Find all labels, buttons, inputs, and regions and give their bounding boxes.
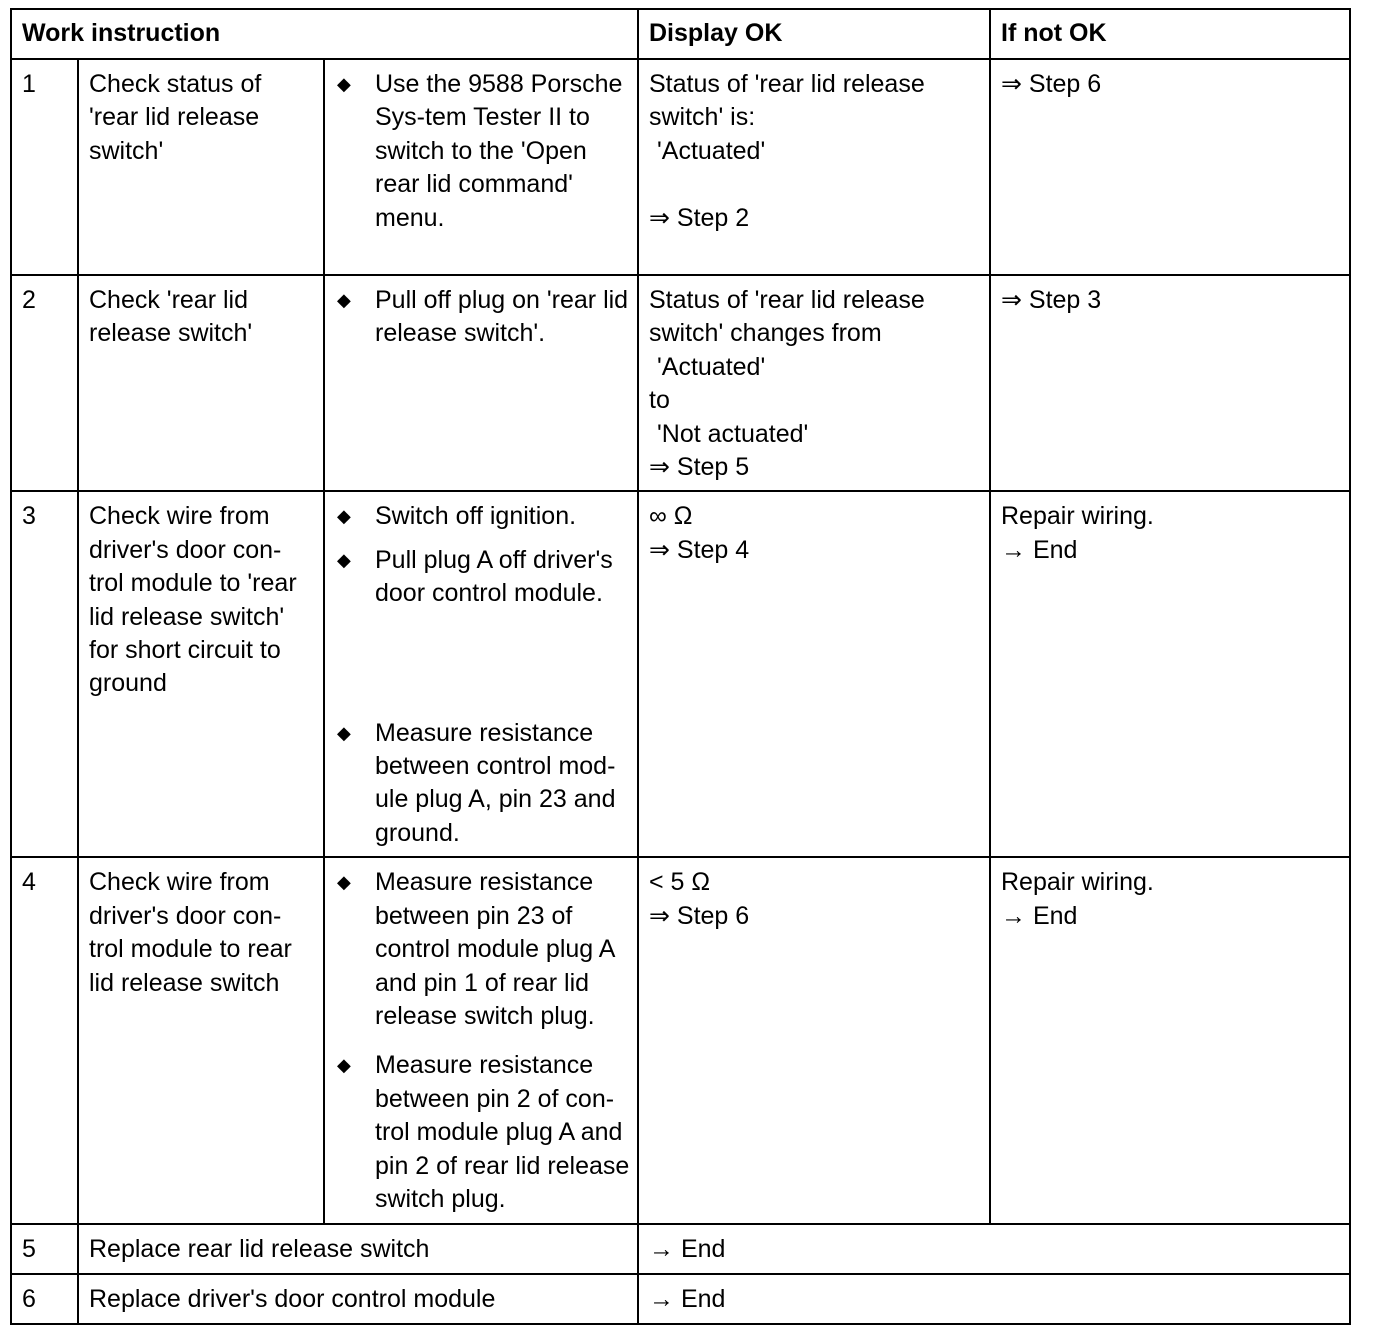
instruction-list [324,275,638,491]
not-ok-line: Repair wiring. [1001,502,1154,531]
display-line: Status of 'rear lid release [649,70,925,98]
step-number: 4 [11,857,78,1224]
action-cell: Replace rear lid release switch [78,1224,638,1274]
display-ok-cell [638,857,990,1224]
diamond-bullet-icon: ◆ [337,506,351,527]
instruction-item [337,1049,631,1216]
display-line: Status of 'rear lid release [649,286,925,314]
diamond-bullet-icon: ◆ [337,290,351,310]
instruction-list [324,491,638,857]
table-row [11,1224,1350,1274]
step-number: 3 [11,491,78,857]
step-number: 6 [11,1274,78,1324]
instruction-text: Measure resistance between pin 2 of con-trol module plug A and pin 2 of rear lid release switch plug. [375,1051,630,1214]
display-line: ∞ Ω [649,502,693,531]
display-line: ⇒ Step 2 [649,203,750,232]
action-cell: Replace driver's door control module [78,1274,638,1324]
display-line: ⇒ Step 6 [649,901,750,930]
display-line [649,168,979,201]
display-line: switch' is: [649,103,756,132]
table-row [11,1274,1350,1324]
instruction-text: Switch off ignition. [375,502,577,531]
display-ok-cell [638,59,990,275]
not-ok-line: ⇒ Step 6 [1001,70,1102,98]
instruction-item [337,866,631,1033]
instruction-item [337,717,631,851]
table-row [11,59,1350,275]
diamond-bullet-icon: ◆ [337,722,351,743]
diamond-bullet-icon: ◆ [337,872,351,893]
diamond-bullet-icon: ◆ [337,74,351,94]
step-number: 5 [11,1224,78,1274]
check-text: Check 'rear lid release switch' [89,286,253,348]
instruction-text: Pull plug A off driver's door control module. [375,545,613,608]
display-line: to [649,386,670,415]
diamond-bullet-icon: ◆ [337,1055,351,1076]
if-not-ok-cell [990,275,1350,491]
check-text: Check wire from driver's door con-trol module to 'rear lid release switch' for short circuit to ground [89,502,297,698]
display-ok-cell [638,491,990,857]
step-number: 1 [11,59,78,275]
check-description [78,59,324,275]
not-ok-line: → End [1001,535,1078,564]
step-number: 2 [11,275,78,491]
display-line: < 5 Ω [649,868,711,897]
not-ok-line: → End [1001,901,1078,930]
instruction-list [324,857,638,1224]
display-line: 'Actuated' [657,352,766,381]
instruction-item [337,500,631,533]
check-text: Check status of 'rear lid release switch' [89,70,262,165]
instruction-item [337,68,631,235]
check-description [78,275,324,491]
if-not-ok-cell [990,491,1350,857]
instruction-list [324,59,638,275]
result-cell: → End [638,1224,1350,1274]
header-display-ok: Display OK [638,9,990,59]
check-description [78,491,324,857]
display-line: 'Not actuated' [657,419,809,448]
header-if-not-ok: If not OK [990,9,1350,59]
display-line: 'Actuated' [657,136,766,165]
work-instruction-table [10,8,1351,1325]
instruction-text: Use the 9588 Porsche Sys-tem Tester II to switch to the 'Open rear lid command' menu. [375,70,623,232]
result-cell: → End [638,1274,1350,1324]
display-line: ⇒ Step 5 [649,453,750,482]
instruction-text: Pull off plug on 'rear lid release switch'. [375,286,629,348]
header-row [11,9,1350,59]
table-row [11,857,1350,1224]
display-ok-cell [638,275,990,491]
if-not-ok-cell [990,857,1350,1224]
instruction-text: Measure resistance between pin 23 of control module plug A and pin 1 of rear lid release switch plug. [375,868,615,1031]
not-ok-line: Repair wiring. [1001,868,1154,897]
instruction-item [337,544,631,611]
header-work-instruction: Work instruction [11,9,638,59]
table-row [11,491,1350,857]
display-line: ⇒ Step 4 [649,535,750,564]
table-row [11,275,1350,491]
diamond-bullet-icon: ◆ [337,549,351,570]
display-line: switch' changes from [649,319,882,348]
not-ok-line: ⇒ Step 3 [1001,286,1102,314]
check-description [78,857,324,1224]
instruction-item [337,284,631,351]
instruction-text: Measure resistance between control mod-ule plug A, pin 23 and ground. [375,718,616,847]
check-text: Check wire from driver's door con-trol module to rear lid release switch [89,868,292,997]
if-not-ok-cell [990,59,1350,275]
